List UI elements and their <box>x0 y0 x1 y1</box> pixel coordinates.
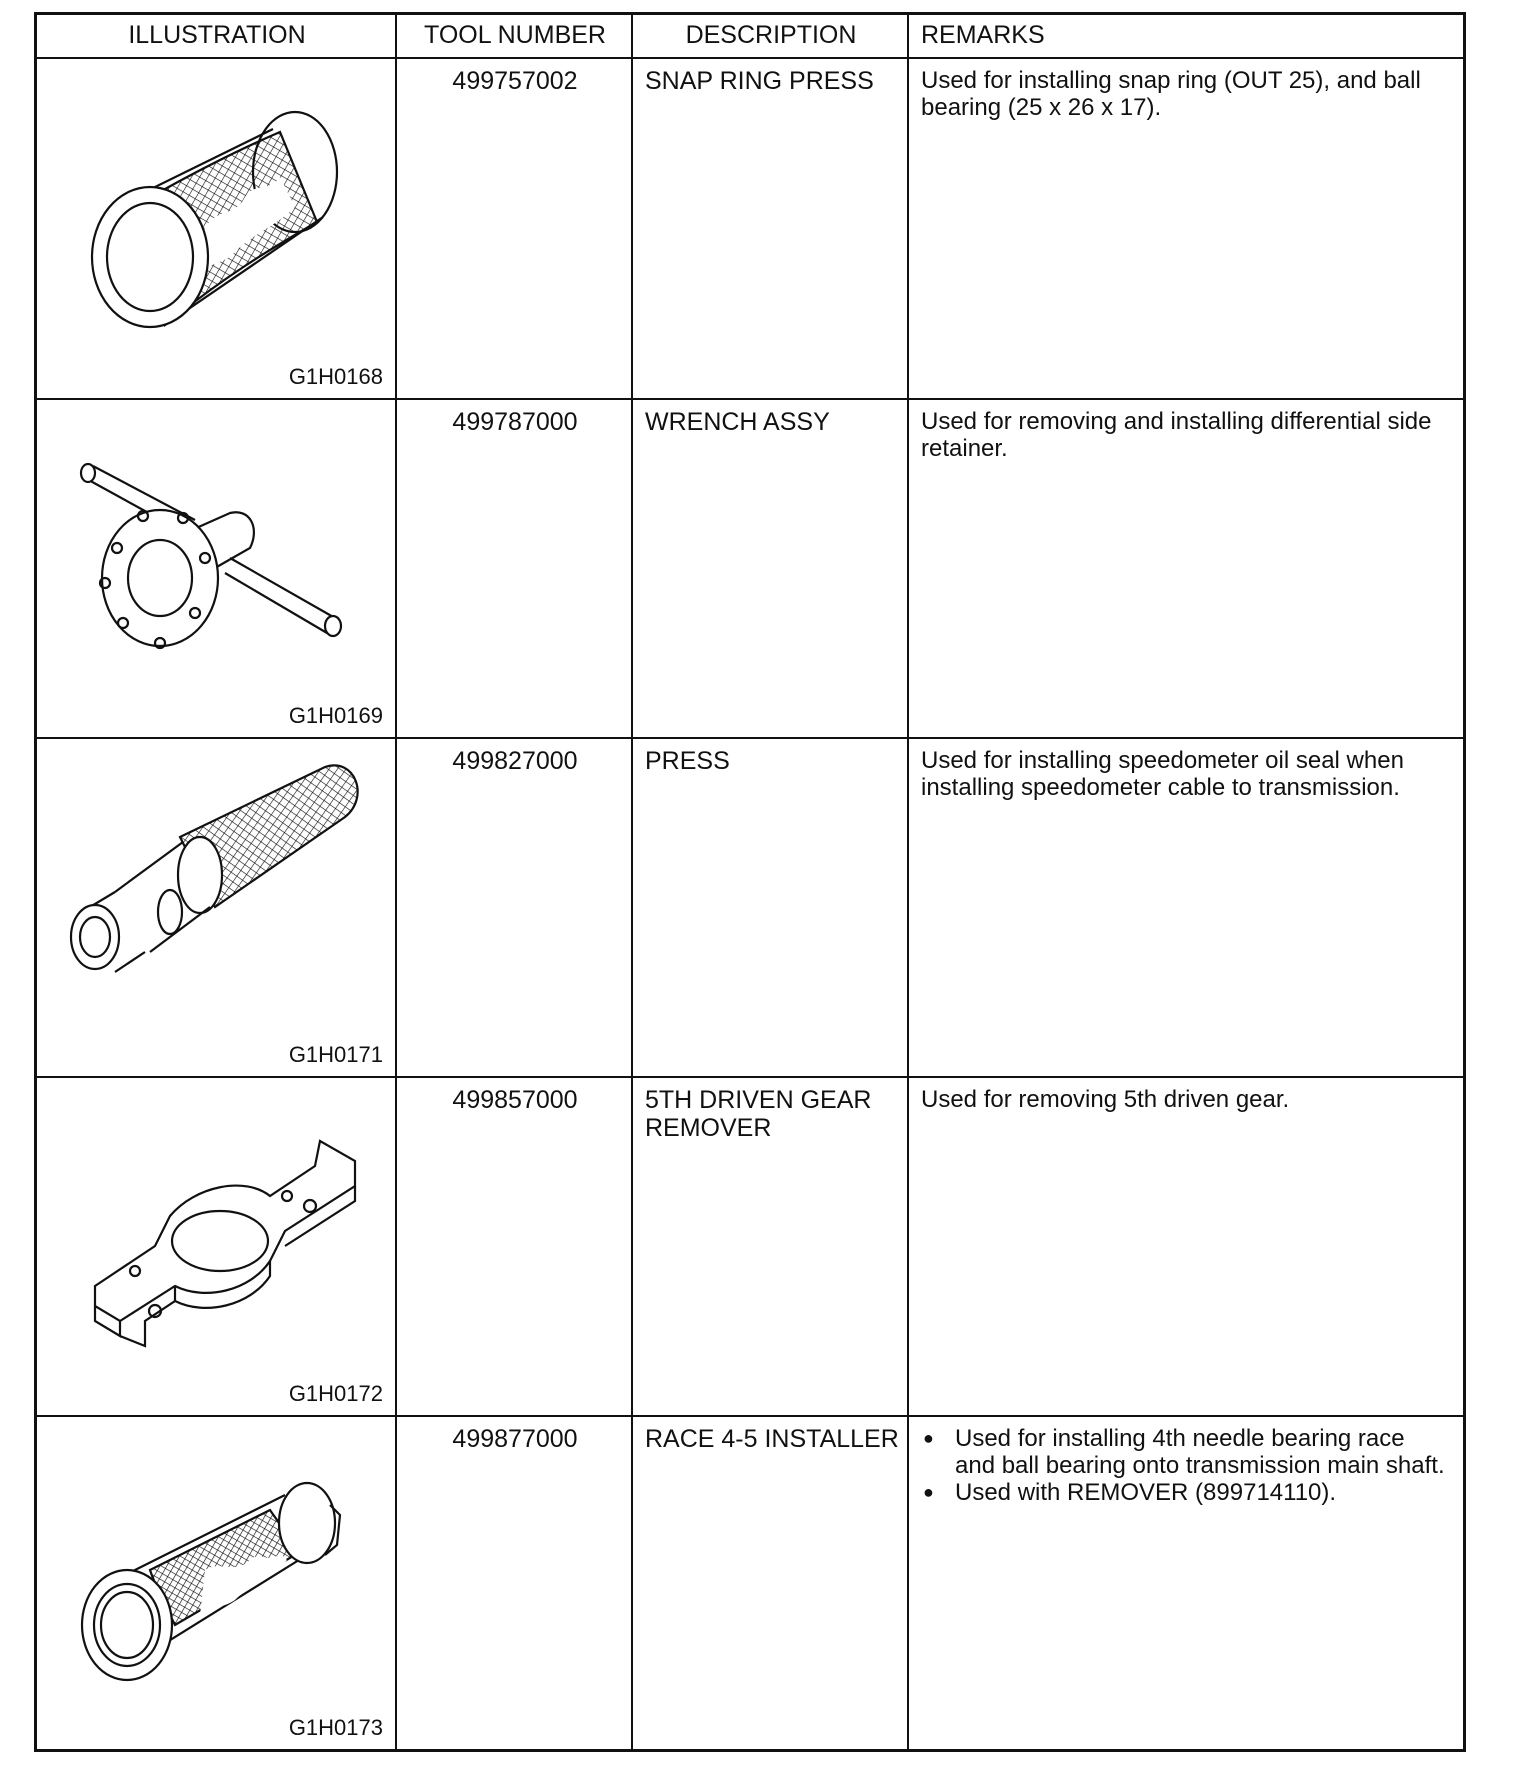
figure-code: G1H0173 <box>288 1715 383 1740</box>
special-tools-table <box>34 12 1466 1752</box>
tool-number: 499877000 <box>452 1425 578 1453</box>
race-installer-illustration <box>55 1435 385 1725</box>
table-row <box>37 59 1463 398</box>
tool-number: 499827000 <box>452 747 578 775</box>
header-illustration: ILLUSTRATION <box>128 21 306 49</box>
description: RACE 4-5 INSTALLER <box>645 1425 899 1453</box>
remarks: Used for installing speedometer oil seal when installing speedometer cable to transmission. <box>921 747 1404 801</box>
header-description: DESCRIPTION <box>685 21 857 49</box>
press-illustration <box>55 757 385 1047</box>
remarks: Used for installing snap ring (OUT 25), and ball bearing (25 x 26 x 17). <box>921 67 1421 121</box>
illustration-cell <box>37 59 397 398</box>
remarks-bullet: ● Used for installing 4th needle bearing race and ball bearing onto transmission main shaft. <box>921 1425 1451 1479</box>
description: PRESS <box>645 747 730 775</box>
remarks-bullet: ● Used with REMOVER (899714110). <box>921 1479 1451 1506</box>
tool-number: 499757002 <box>452 67 578 95</box>
header-tool-number: TOOL NUMBER <box>424 21 606 49</box>
table-row <box>37 1076 1463 1415</box>
figure-code: G1H0168 <box>288 364 383 389</box>
illustration-cell <box>37 400 397 737</box>
figure-code: G1H0169 <box>288 703 383 728</box>
description: WRENCH ASSY <box>645 408 830 436</box>
table-row <box>37 737 1463 1076</box>
description: 5TH DRIVEN GEAR REMOVER <box>645 1086 872 1142</box>
tool-number: 499787000 <box>452 408 578 436</box>
gear-remover-illustration <box>55 1096 385 1386</box>
remarks: Used for removing and installing differential side retainer. <box>921 408 1432 462</box>
illustration-cell <box>37 1078 397 1415</box>
table-header <box>37 15 1463 59</box>
figure-code: G1H0171 <box>288 1042 383 1067</box>
figure-code: G1H0172 <box>288 1381 383 1406</box>
table-row <box>37 398 1463 737</box>
tool-number: 499857000 <box>452 1086 578 1114</box>
remarks-list <box>921 1425 1451 1506</box>
snap-ring-press-illustration <box>55 77 385 367</box>
table-row <box>37 1415 1463 1749</box>
description: SNAP RING PRESS <box>645 67 874 95</box>
header-remarks: REMARKS <box>921 21 1045 49</box>
remarks: Used for removing 5th driven gear. <box>921 1086 1290 1113</box>
illustration-cell <box>37 1417 397 1749</box>
illustration-cell <box>37 739 397 1076</box>
remarks <box>909 1417 1463 1749</box>
wrench-assy-illustration <box>55 418 385 708</box>
